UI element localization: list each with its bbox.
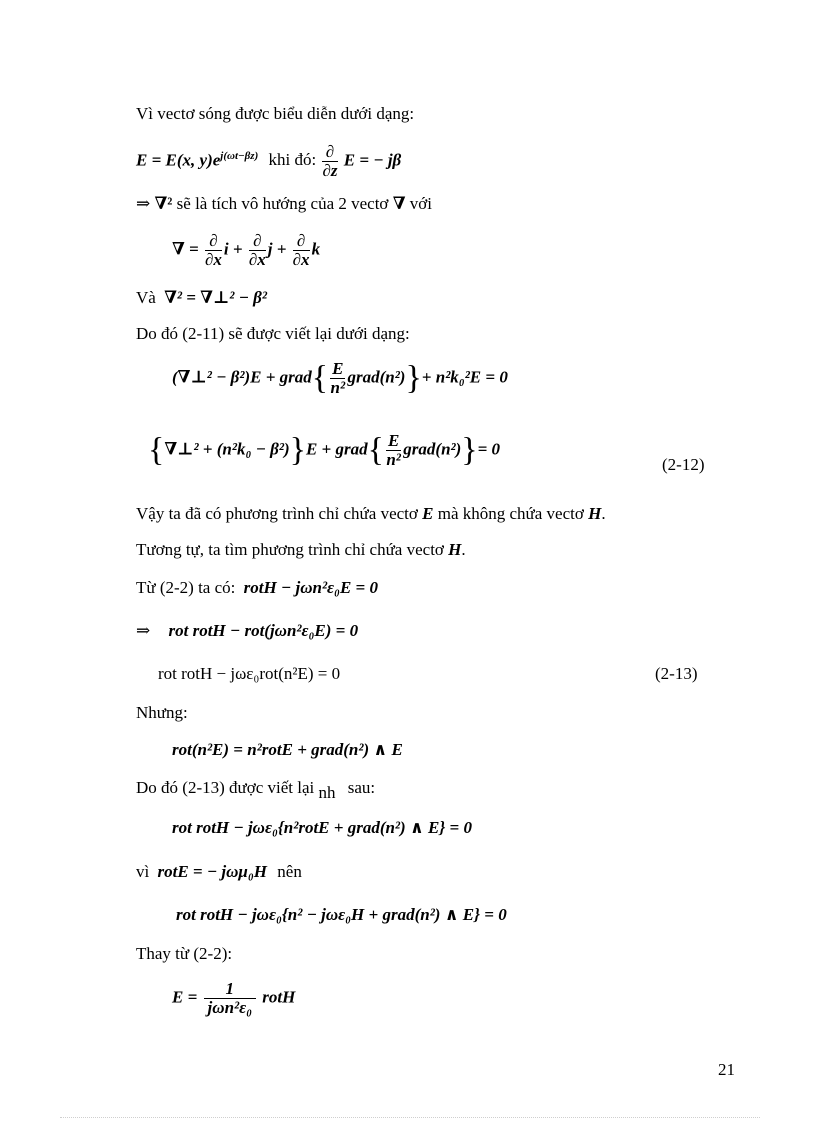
equation-wave: [136, 142, 402, 180]
unit-vector: i +: [223, 239, 243, 259]
paragraph-va: [136, 288, 267, 308]
equation-part: grad(n²): [347, 367, 406, 387]
fraction: [204, 980, 257, 1017]
fraction-denominator: ∂x: [292, 250, 310, 269]
fraction-denominator: ∂z: [322, 161, 338, 180]
paragraph-text: với: [409, 194, 432, 213]
equation-part: grad(n²): [403, 439, 462, 459]
equation-lhs: ∇ =: [172, 239, 199, 259]
partial-fraction: [205, 232, 222, 269]
unit-vector: j +: [267, 239, 287, 259]
equation-rot-3: rot rotH − jωε₀{n²rotE + grad(n²) ∧ E} = 0: [172, 818, 472, 837]
paragraph-text: Do đó (2-13) được viết lại: [136, 778, 315, 797]
equation-part: E + grad: [305, 439, 368, 459]
nabla-squared: ∇²: [154, 194, 173, 213]
paragraph-text: sau:: [347, 778, 376, 797]
equation-part: rot rotH − rot(jωn²ε₀E) = 0: [168, 621, 359, 640]
equation-part: + n²k₀²E = 0: [421, 367, 508, 387]
equation-nabla-def: [172, 232, 320, 274]
brace-close: }: [461, 431, 478, 469]
equation-lhs: E =: [172, 987, 198, 1007]
fraction-numerator: 1: [204, 980, 257, 999]
brace-close: }: [289, 431, 306, 469]
paragraph-tuong-tu: [136, 540, 466, 560]
equation-part: = 0: [477, 439, 501, 459]
brace-open: {: [311, 359, 329, 397]
paragraph-text: .: [461, 540, 466, 559]
implies-arrow: ⇒: [136, 194, 151, 213]
implies-arrow: ⇒: [136, 621, 151, 640]
equation-number: (2-12): [662, 455, 705, 474]
fraction: [330, 360, 345, 397]
vector-e: E: [422, 504, 434, 523]
fraction-denominator: jωn²ε₀: [207, 998, 253, 1017]
paragraph: Thay từ (2-2):: [136, 944, 233, 963]
fraction: [386, 432, 401, 469]
equation-wave-1: [172, 360, 508, 408]
paragraph-text: Tương tự, ta tìm phương trình chỉ chứa vectơ: [136, 540, 444, 559]
partial-fraction: [293, 232, 310, 269]
paragraph-text: Từ (2-2) ta có:: [136, 578, 236, 597]
page-bottom-border: [60, 1117, 760, 1118]
vector-h: H: [448, 540, 462, 559]
equation-rot-2: rot rotH − jωε₀rot(n²E) = 0: [158, 664, 341, 683]
paragraph-text: nh: [318, 783, 336, 802]
vector-h: H: [588, 504, 602, 523]
equation-e-from-h: [172, 980, 295, 1026]
paragraph-text: Vậy ta đã có phương trình chỉ chứa vectơ: [136, 504, 418, 523]
unit-vector: k: [311, 239, 321, 259]
paragraph-text: vì: [136, 862, 150, 881]
paragraph: Nhưng:: [136, 703, 188, 722]
equation-beta: E = − jβ: [343, 150, 402, 170]
paragraph-text: sẽ là tích vô hướng của 2 vectơ: [176, 194, 389, 213]
equation-part: (∇⊥² − β²)E + grad: [172, 367, 312, 387]
brace-open: {: [367, 431, 384, 469]
equation-rot-1: [136, 621, 358, 641]
equation-rot-identity: rot(n²E) = n²rotE + grad(n²) ∧ E: [172, 740, 403, 759]
fraction-numerator: ∂: [249, 232, 266, 251]
equation-maxwell: rotH − jωn²ε₀E = 0: [243, 578, 378, 597]
fraction-numerator: E: [387, 431, 400, 450]
brace-open: {: [148, 431, 165, 469]
partial-fraction: [249, 232, 266, 269]
paragraph-text: nên: [277, 862, 302, 881]
equation-rhs: rotH: [262, 987, 296, 1007]
equation-laplacian: ∇² = ∇⊥² − β²: [164, 288, 267, 307]
equation-number: (2-13): [655, 664, 698, 683]
label-khi-do: khi đó:: [268, 150, 317, 170]
equation-wave-2: [148, 432, 500, 480]
fraction-denominator: ∂x: [248, 250, 266, 269]
equation-part: rotE = − jωμ₀H: [157, 862, 268, 881]
paragraph-text: Và: [136, 288, 156, 307]
paragraph-text: mà không chứa vectơ: [437, 504, 584, 523]
partial-fraction: [322, 143, 337, 180]
equation-part: ∇⊥² + (n²k₀ − β²): [164, 439, 290, 459]
paragraph-nabla: [136, 194, 432, 214]
fraction-numerator: ∂: [205, 232, 222, 251]
exponent: j(ωt−βz): [220, 149, 259, 162]
paragraph-do-do: [136, 778, 376, 802]
brace-close: }: [405, 359, 422, 397]
fraction-denominator: n²: [386, 450, 401, 469]
fraction-numerator: E: [332, 359, 344, 378]
fraction-numerator: ∂: [322, 143, 337, 162]
fraction-denominator: ∂x: [205, 250, 222, 269]
paragraph: Do đó (2-11) sẽ được viết lại dưới dạng:: [136, 324, 410, 343]
fraction-numerator: ∂: [293, 232, 310, 251]
paragraph-vi: [136, 862, 302, 882]
page-number: 21: [718, 1060, 735, 1079]
paragraph-vay: [136, 504, 606, 524]
equation-e-field: E = E(x, y)e: [136, 150, 221, 170]
paragraph: Vì vectơ sóng được biểu diễn dưới dạng:: [136, 104, 415, 123]
paragraph-tu: [136, 578, 378, 598]
paragraph-text: .: [601, 504, 606, 523]
equation-rot-4: rot rotH − jωε₀{n² − jωε₀H + grad(n²) ∧ E} = 0: [176, 905, 507, 924]
fraction-denominator: n²: [330, 378, 346, 397]
nabla-vector: ∇: [392, 194, 406, 213]
